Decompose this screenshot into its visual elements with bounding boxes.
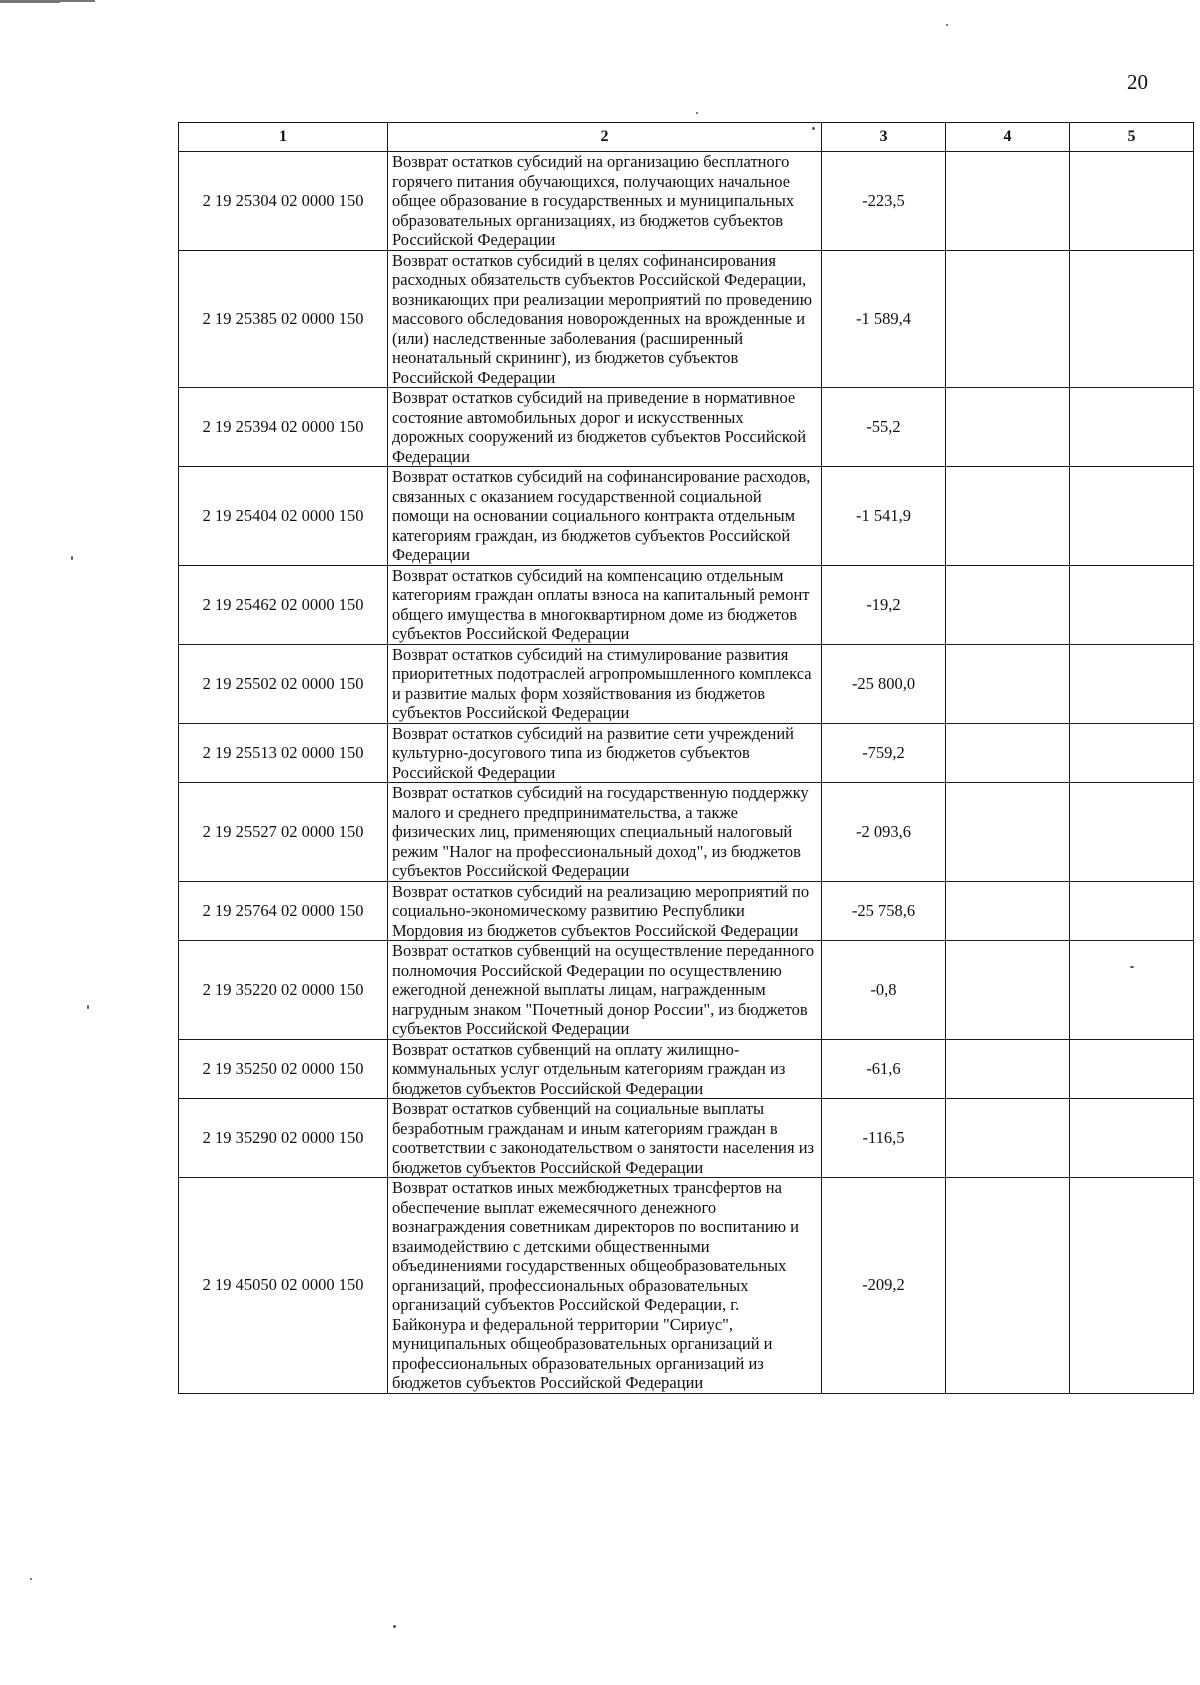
row-col4 <box>946 941 1070 1040</box>
header-col-2: 2 <box>388 123 822 152</box>
row-name: Возврат остатков субсидий на компенсацию отдельным категориям граждан оплаты взноса на капитальный ремонт общего имущества в многоквартирном доме из бюджетов субъектов Российской Федерации <box>388 565 822 644</box>
header-col-1: 1 <box>179 123 388 152</box>
row-col5 <box>1070 644 1194 723</box>
table-row <box>179 1039 1194 1099</box>
scan-artifact-dot <box>696 112 698 114</box>
table-row <box>179 1099 1194 1178</box>
row-col5 <box>1070 152 1194 251</box>
row-amount: -0,8 <box>822 941 946 1040</box>
row-name: Возврат остатков субсидий на стимулирование развития приоритетных подотраслей агропромышленного комплекса и развитие малых форм хозяйствования из бюджетов субъектов Российской Федерации <box>388 644 822 723</box>
row-amount: -25 758,6 <box>822 881 946 941</box>
row-col4 <box>946 723 1070 783</box>
row-col4 <box>946 644 1070 723</box>
row-name: Возврат остатков субсидий на государственную поддержку малого и среднего предпринимательства, а также физических лиц, применяющих специальный налоговый режим "Налог на профессиональный доход", из бюджетов субъектов Российской Федерации <box>388 783 822 882</box>
row-code: 2 19 25513 02 0000 150 <box>179 723 388 783</box>
row-col4 <box>946 1178 1070 1394</box>
row-col5 <box>1070 941 1194 1040</box>
budget-table <box>178 122 1194 1394</box>
row-amount: -61,6 <box>822 1039 946 1099</box>
row-col5 <box>1070 723 1194 783</box>
table-row <box>179 467 1194 566</box>
row-name: Возврат остатков субсидий на приведение в нормативное состояние автомобильных дорог и искусственных дорожных сооружений из бюджетов субъектов Российской Федерации <box>388 388 822 467</box>
table-row <box>179 941 1194 1040</box>
row-amount: -223,5 <box>822 152 946 251</box>
table-row <box>179 250 1194 388</box>
row-col5 <box>1070 1039 1194 1099</box>
row-code: 2 19 25527 02 0000 150 <box>179 783 388 882</box>
header-col-5: 5 <box>1070 123 1194 152</box>
row-col5 <box>1070 250 1194 388</box>
row-col5 <box>1070 565 1194 644</box>
row-col4 <box>946 388 1070 467</box>
row-name: Возврат остатков субсидий в целях софинансирования расходных обязательств субъектов Российской Федерации, возникающих при реализации мероприятий по проведению массового обследования новорожденных на врожденные и (или) наследственные заболевания (расширенный неонатальный скрининг), из бюджетов субъектов Российской Федерации <box>388 250 822 388</box>
row-col4 <box>946 1099 1070 1178</box>
header-col-4: 4 <box>946 123 1070 152</box>
table-row <box>179 388 1194 467</box>
row-name: Возврат остатков субсидий на реализацию мероприятий по социально-экономическому развитию Республики Мордовия из бюджетов субъектов Российской Федерации <box>388 881 822 941</box>
row-amount: -1 541,9 <box>822 467 946 566</box>
row-code: 2 19 25394 02 0000 150 <box>179 388 388 467</box>
scan-artifact-dot <box>30 1578 32 1580</box>
header-col-3: 3 <box>822 123 946 152</box>
row-code: 2 19 35220 02 0000 150 <box>179 941 388 1040</box>
row-code: 2 19 45050 02 0000 150 <box>179 1178 388 1394</box>
row-col4 <box>946 881 1070 941</box>
scan-artifact-dot <box>87 1005 89 1009</box>
row-code: 2 19 35250 02 0000 150 <box>179 1039 388 1099</box>
table-row <box>179 644 1194 723</box>
scan-artifact-line <box>0 2 60 3</box>
row-name: Возврат остатков субсидий на развитие сети учреждений культурно-досугового типа из бюджетов субъектов Российской Федерации <box>388 723 822 783</box>
table-row <box>179 723 1194 783</box>
row-code: 2 19 25502 02 0000 150 <box>179 644 388 723</box>
row-col5 <box>1070 783 1194 882</box>
row-code: 2 19 35290 02 0000 150 <box>179 1099 388 1178</box>
row-name: Возврат остатков субвенций на социальные выплаты безработным гражданам и иным категориям граждан в соответствии с законодательством о занятости населения из бюджетов субъектов Российской Федерации <box>388 1099 822 1178</box>
row-amount: -2 093,6 <box>822 783 946 882</box>
table-row <box>179 565 1194 644</box>
row-amount: -759,2 <box>822 723 946 783</box>
row-amount: -55,2 <box>822 388 946 467</box>
row-amount: -116,5 <box>822 1099 946 1178</box>
row-amount: -25 800,0 <box>822 644 946 723</box>
row-col5 <box>1070 1178 1194 1394</box>
row-col5 <box>1070 467 1194 566</box>
scan-artifact-dot <box>946 24 948 26</box>
row-col5 <box>1070 1099 1194 1178</box>
row-col4 <box>946 467 1070 566</box>
row-col5 <box>1070 388 1194 467</box>
row-col4 <box>946 783 1070 882</box>
row-col4 <box>946 565 1070 644</box>
row-name: Возврат остатков субсидий на софинансирование расходов, связанных с оказанием государственной социальной помощи на основании социального контракта отдельным категориям граждан, из бюджетов субъектов Российской Федерации <box>388 467 822 566</box>
row-amount: -1 589,4 <box>822 250 946 388</box>
table-row <box>179 152 1194 251</box>
scan-artifact-dot <box>393 1625 396 1628</box>
row-code: 2 19 25764 02 0000 150 <box>179 881 388 941</box>
row-col5 <box>1070 881 1194 941</box>
row-amount: -209,2 <box>822 1178 946 1394</box>
page-number: 20 <box>1127 70 1148 94</box>
table-row <box>179 881 1194 941</box>
row-code: 2 19 25462 02 0000 150 <box>179 565 388 644</box>
row-name: Возврат остатков субвенций на осуществление переданного полномочия Российской Федерации по осуществлению ежегодной денежной выплаты лицам, награжденным нагрудным знаком "Почетный донор России", из бюджетов субъектов Российской Федерации <box>388 941 822 1040</box>
row-amount: -19,2 <box>822 565 946 644</box>
row-code: 2 19 25404 02 0000 150 <box>179 467 388 566</box>
row-name: Возврат остатков субсидий на организацию бесплатного горячего питания обучающихся, получающих начальное общее образование в государственных и муниципальных образовательных организациях, из бюджетов субъектов Российской Федерации <box>388 152 822 251</box>
row-col4 <box>946 152 1070 251</box>
table-row <box>179 1178 1194 1394</box>
row-col4 <box>946 250 1070 388</box>
row-col4 <box>946 1039 1070 1099</box>
row-code: 2 19 25304 02 0000 150 <box>179 152 388 251</box>
row-code: 2 19 25385 02 0000 150 <box>179 250 388 388</box>
table-row <box>179 783 1194 882</box>
scan-artifact-dot <box>71 556 73 560</box>
row-name: Возврат остатков субвенций на оплату жилищно-коммунальных услуг отдельным категориям граждан из бюджетов субъектов Российской Федерации <box>388 1039 822 1099</box>
row-name: Возврат остатков иных межбюджетных трансфертов на обеспечение выплат ежемесячного денежного вознаграждения советникам директоров по воспитанию и взаимодействию с детскими общественными объединениями государственных общеобразовательных организаций, профессиональных образовательных организаций субъектов Российской Федерации, г. Байконура и федеральной территории "Сириус", муниципальных общеобразовательных организаций и профессиональных образовательных организаций из бюджетов субъектов Российской Федерации <box>388 1178 822 1394</box>
table-header-row <box>179 123 1194 152</box>
